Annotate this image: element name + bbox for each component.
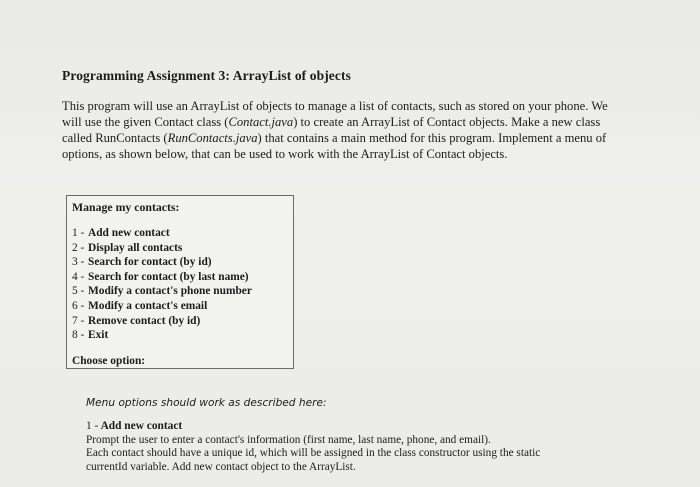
menu-item-number: 2 - (72, 241, 85, 254)
description-line: Each contact should have a unique id, which will be assigned in the class constructor using the static (86, 447, 541, 460)
menu-item-number: 1 - (72, 227, 85, 239)
menu-item-label: Modify a contact's email (88, 299, 208, 312)
intro-text-2: ) to create an ArrayList of Contact objects. Make a new class called RunContacts ( (62, 115, 601, 145)
menu-item-number: 5 - (72, 285, 85, 298)
menu-item (72, 328, 293, 343)
menu-item-number: 3 - (72, 256, 85, 269)
menu-item (72, 284, 293, 299)
menu-item-label: Modify a contact's phone number (88, 285, 252, 298)
menu-item (72, 255, 293, 270)
intro-paragraph (62, 98, 612, 162)
menu-item-number: 7 - (72, 314, 85, 327)
menu-item (72, 314, 293, 329)
option-number: 1 - (86, 420, 99, 432)
menu-item-number: 4 - (72, 270, 85, 283)
menu-item-label: Display all contacts (88, 241, 183, 254)
menu-item-label: Add new contact (88, 227, 170, 239)
run-file-name: RunContacts.java (167, 131, 258, 145)
option-1-description (86, 434, 646, 474)
menu-item-label: Remove contact (by id) (88, 314, 201, 327)
description-line: Prompt the user to enter a contact's information (first name, last name, phone, and email). (86, 434, 491, 446)
menu-item (72, 299, 293, 314)
menu-item-label: Search for contact (by id) (88, 256, 212, 269)
assignment-title: Programming Assignment 3: ArrayList of objects (62, 68, 351, 83)
menu-item (72, 226, 293, 241)
intro-text-1: This program will use an ArrayList of objects to manage a list of contacts, such as stored on your phone. We will use the given Contact class ( (62, 99, 608, 129)
contact-file-name: Contact.java (228, 115, 294, 129)
description-heading: Menu options should work as described here: (86, 397, 327, 409)
menu-item (72, 241, 293, 256)
menu-example-box (66, 195, 294, 369)
option-1-heading (86, 420, 182, 432)
menu-item-number: 6 - (72, 299, 85, 312)
choose-option-prompt: Choose option: (72, 354, 146, 367)
menu-item-number: 8 - (72, 329, 85, 342)
menu-item-label: Exit (88, 329, 109, 342)
option-label: Add new contact (100, 420, 183, 432)
menu-item-label: Search for contact (by last name) (88, 270, 249, 283)
intro-text-3: ) that contains a main method for this program. Implement a menu of options, as shown below, that can be used to work with the ArrayList of Contact objects. (62, 131, 607, 161)
menu-heading: Manage my contacts: (72, 200, 180, 214)
menu-item (72, 270, 293, 285)
description-line: currentId variable. Add new contact object to the ArrayList. (86, 460, 356, 473)
menu-list (72, 226, 293, 343)
